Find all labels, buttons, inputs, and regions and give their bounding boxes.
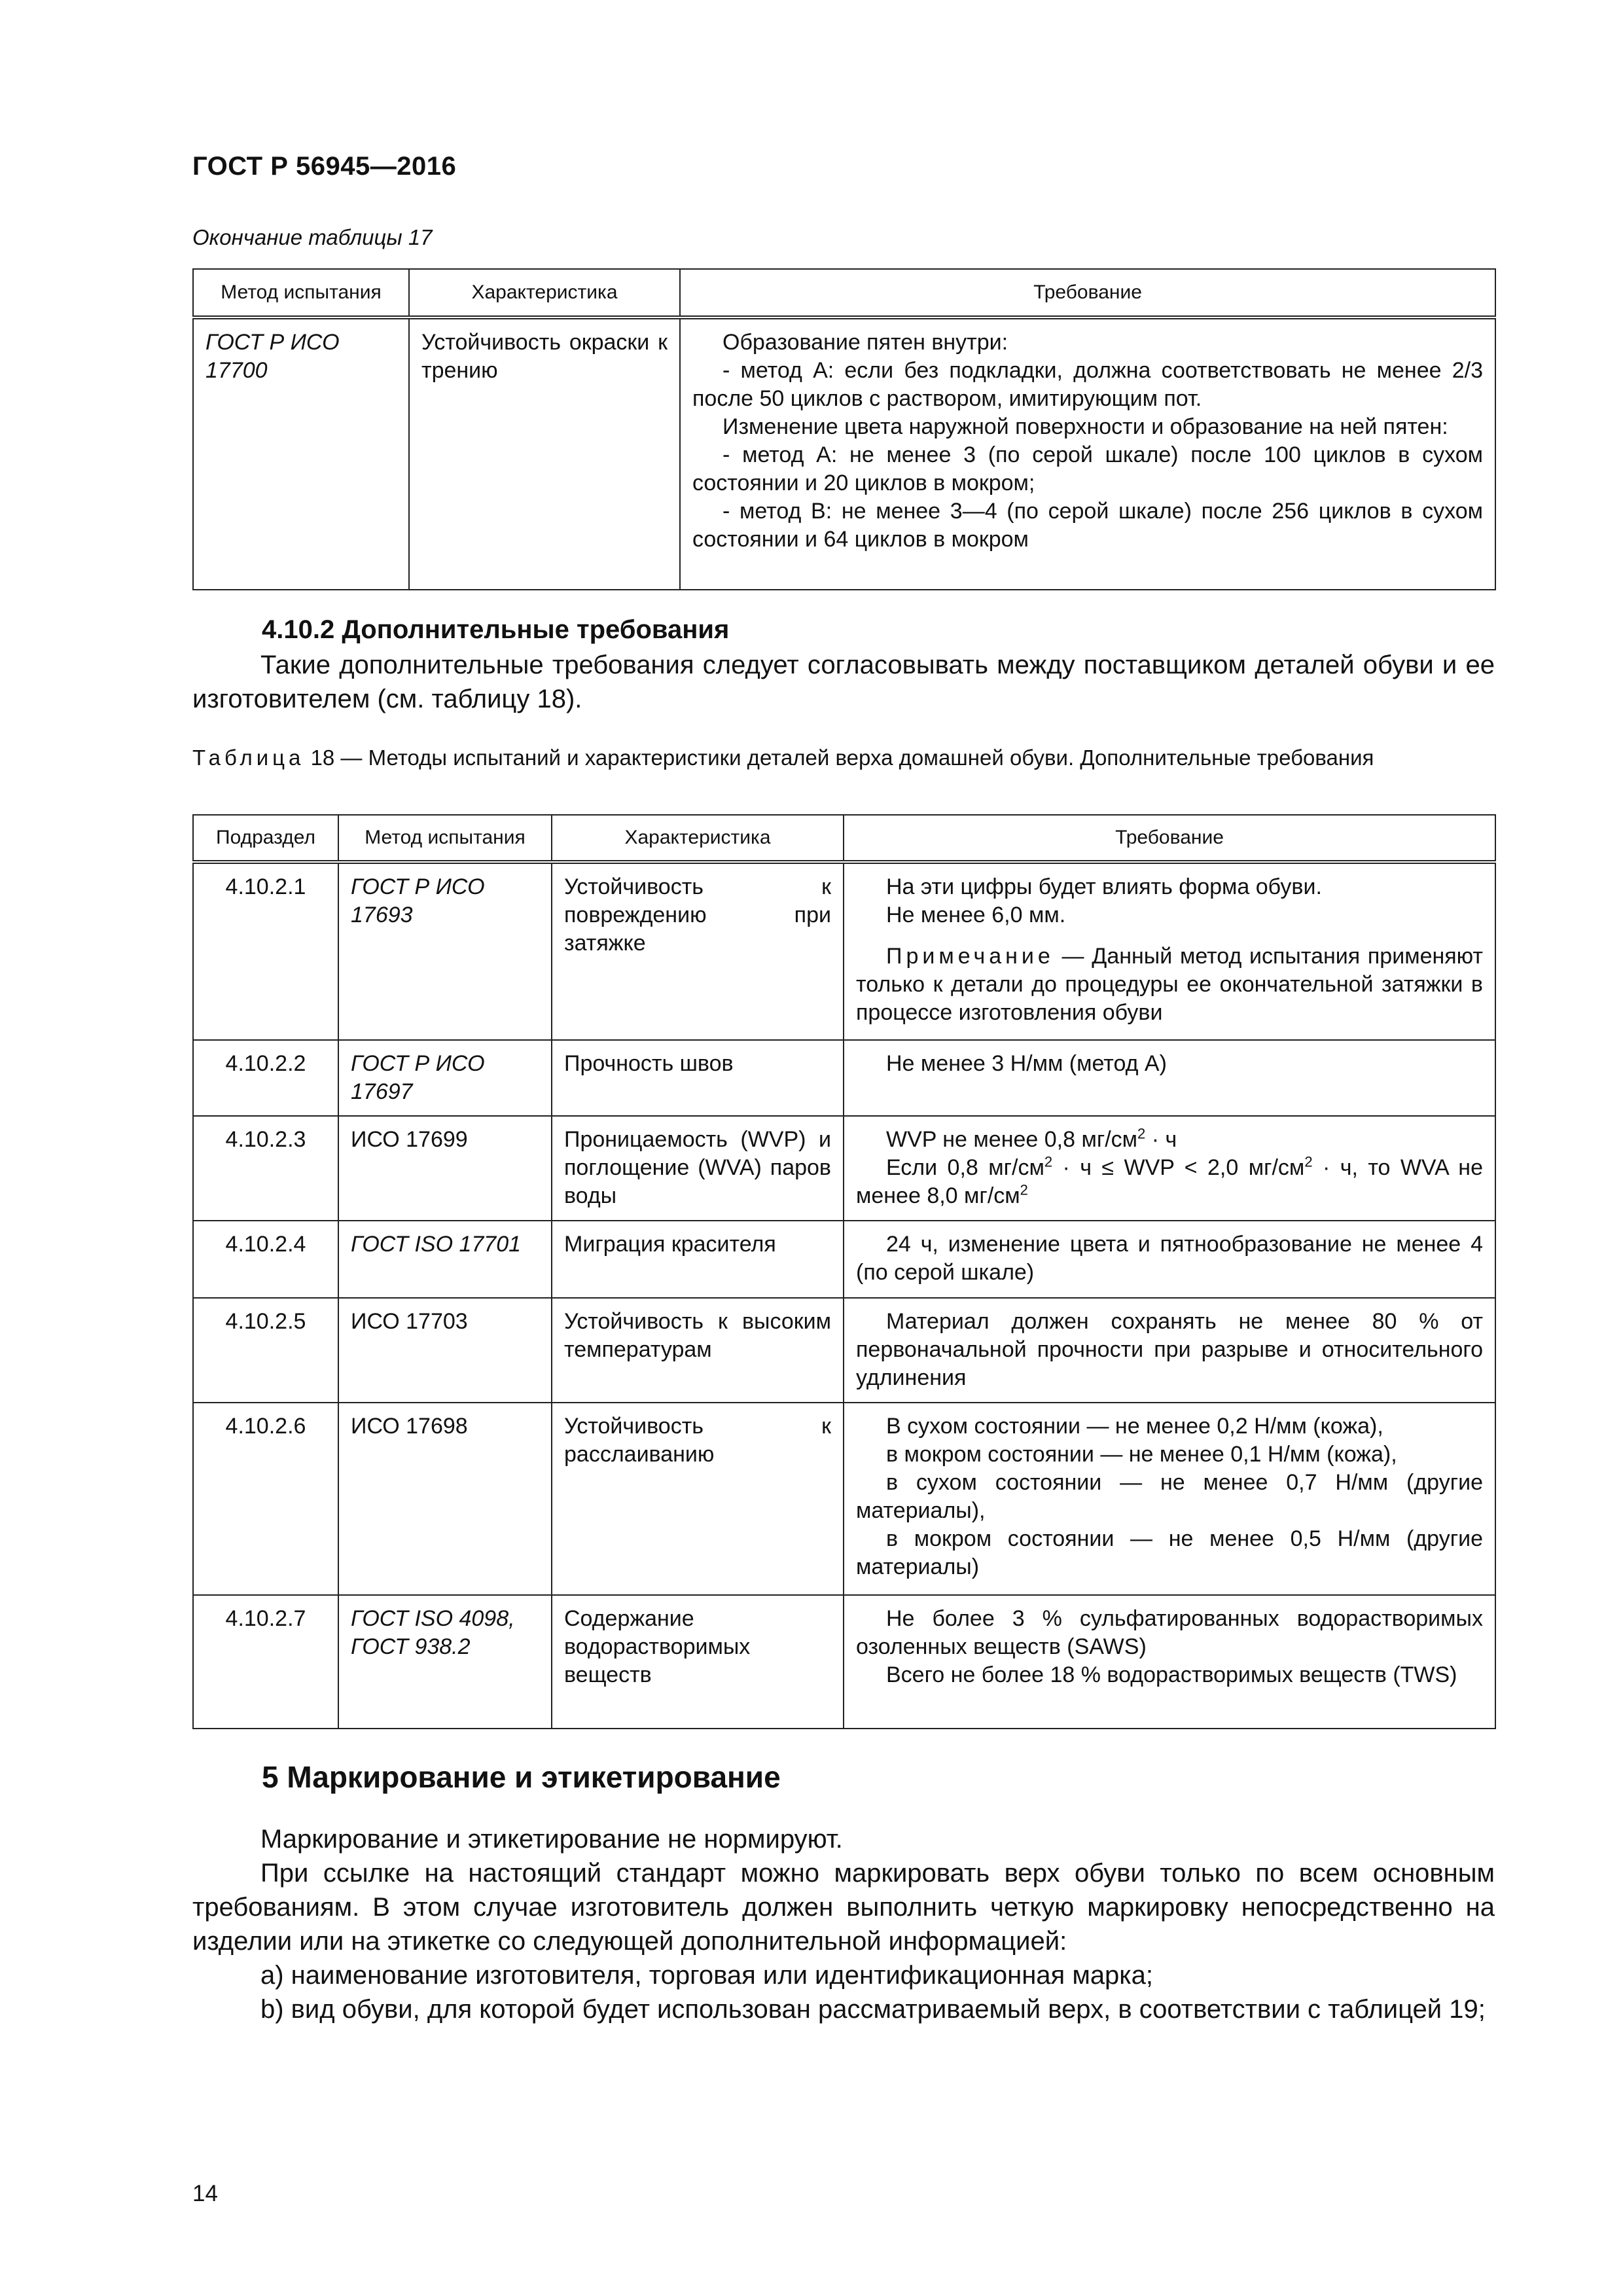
requirement-cell [844, 1040, 1495, 1116]
list-item-text: b) вид обуви, для которой будет использован рассматриваемый верх, в соответствии с таблицей 19; [260, 1995, 1486, 2024]
requirement-line: - метод В: не менее 3—4 (по серой шкале) после 256 циклов в сухом состоянии и 64 циклов в мокром [692, 499, 1483, 552]
requirement-line: Материал должен сохранять не менее 80 % от первоначальной прочности при разрыве и относительного удлинения [856, 1309, 1483, 1390]
table-title: 18 — Методы испытаний и характеристики деталей верха домашней обуви. Дополнительные требования [310, 745, 1374, 770]
table-17 [192, 268, 1496, 590]
superscript: 2 [1020, 1181, 1028, 1198]
requirement-cell [844, 1298, 1495, 1403]
wva-text: · ч ≤ WVP < 2,0 мг/см [1052, 1155, 1305, 1180]
table-row [193, 1298, 1495, 1403]
characteristic-cell: Миграция красителя [552, 1221, 844, 1298]
requirement-line: 24 ч, изменение цвета и пятнообразование не менее 4 (по серой шкале) [856, 1232, 1483, 1285]
requirement-line [856, 1126, 1483, 1154]
list-item-text: а) наименование изготовителя, торговая или идентификационная марка; [260, 1961, 1154, 1990]
characteristic-cell: Устойчивость к высоким температурам [552, 1298, 844, 1403]
subsection-cell: 4.10.2.3 [193, 1116, 338, 1221]
table-row [193, 1116, 1495, 1221]
requirement-cell [844, 862, 1495, 1040]
table-row [193, 862, 1495, 1040]
subsection-cell: 4.10.2.2 [193, 1040, 338, 1116]
paragraph-text: Такие дополнительные требования следует согласовывать между поставщиком деталей обуви и ее изготовителем (см. таблицу 18). [192, 651, 1495, 713]
list-item-a [192, 1958, 1495, 1992]
table-row [193, 1221, 1495, 1298]
method-cell: ГОСТ ISO 17701 [338, 1221, 552, 1298]
requirement-line: в сухом состоянии — не менее 0,7 Н/мм (другие материалы), [856, 1470, 1483, 1523]
superscript: 2 [1137, 1125, 1146, 1142]
requirement-line: в мокром состоянии — не менее 0,5 Н/мм (другие материалы) [856, 1526, 1483, 1579]
table17-caption: Окончание таблицы 17 [192, 225, 433, 249]
method-cell: ИСО 17698 [338, 1403, 552, 1595]
note-label: Примечание [886, 944, 1054, 969]
requirement-cell [844, 1221, 1495, 1298]
column-header: Характеристика [409, 269, 680, 317]
column-header: Метод испытания [193, 269, 409, 317]
column-header: Характеристика [552, 815, 844, 862]
column-header: Подраздел [193, 815, 338, 862]
method-cell: ГОСТ Р ИСО 17697 [338, 1040, 552, 1116]
note [856, 942, 1483, 1027]
section-text-4-10-2 [192, 648, 1495, 716]
table-row [193, 1403, 1495, 1595]
requirement-cell [844, 1403, 1495, 1595]
subsection-cell: 4.10.2.7 [193, 1595, 338, 1729]
method-cell: ГОСТ Р ИСО 17700 [193, 317, 409, 590]
requirement-cell [844, 1116, 1495, 1221]
superscript: 2 [1304, 1153, 1313, 1170]
requirement-line: в мокром состоянии — не менее 0,1 Н/мм (кожа), [886, 1442, 1397, 1467]
characteristic-cell: Устойчивость окраски к трению [409, 317, 680, 590]
requirement-line: На эти цифры будет влиять форма обуви. [886, 874, 1322, 899]
method-cell: ИСО 17703 [338, 1298, 552, 1403]
section-heading-4-10-2: 4.10.2 Дополнительные требования [262, 615, 730, 644]
section5-paragraph-2 [192, 1856, 1495, 1958]
requirement-line: Всего не более 18 % водорастворимых веществ (TWS) [886, 1662, 1457, 1687]
requirement-line: Не менее 3 Н/мм (метод А) [886, 1051, 1167, 1076]
wva-text: · ч, то WVA не менее 8,0 мг/см [856, 1155, 1483, 1208]
section5-paragraph-1 [192, 1822, 1495, 1856]
column-header: Метод испытания [338, 815, 552, 862]
column-header: Требование [680, 269, 1495, 317]
characteristic-cell: Устойчивость к расслаиванию [552, 1403, 844, 1595]
list-item-b [192, 1992, 1495, 2026]
requirement-cell [680, 317, 1495, 590]
note-text: — Данный метод испытания применяют только к детали до процедуры ее окончательной затяжки в процессе изготовления обуви [856, 944, 1484, 1025]
method-cell: ИСО 17699 [338, 1116, 552, 1221]
method-cell: ГОСТ ISO 4098, ГОСТ 938.2 [338, 1595, 552, 1729]
paragraph-text: Маркирование и этикетирование не нормируют. [260, 1825, 843, 1854]
subsection-cell: 4.10.2.4 [193, 1221, 338, 1298]
wvp-text: WVP не менее 0,8 мг/см [886, 1127, 1138, 1152]
table-row [193, 1595, 1495, 1729]
requirement-cell [844, 1595, 1495, 1729]
table-row [193, 317, 1495, 590]
page-number: 14 [192, 2181, 218, 2206]
section-heading-5: 5 Маркирование и этикетирование [262, 1760, 781, 1794]
table-18 [192, 814, 1496, 1729]
characteristic-cell: Содержание водорастворимых веществ [552, 1595, 844, 1729]
requirement-line: Образование пятен внутри: [722, 330, 1008, 355]
method-cell: ГОСТ Р ИСО 17693 [338, 862, 552, 1040]
subsection-cell: 4.10.2.5 [193, 1298, 338, 1403]
document-code: ГОСТ Р 56945—2016 [192, 152, 457, 181]
table-row [193, 1040, 1495, 1116]
requirement-line: - метод А: если без подкладки, должна соответствовать не менее 2/3 после 50 циклов с раствором, имитирующим пот. [692, 358, 1483, 411]
paragraph-text: При ссылке на настоящий стандарт можно маркировать верх обуви только по всем основным требованиям. В этом случае изготовитель должен выполнить четкую маркировку непосредственно на изделии или на этикетке со следующей дополнительной информацией: [192, 1859, 1495, 1956]
table-label: Таблица [192, 745, 305, 770]
wvp-unit: · ч [1145, 1127, 1177, 1152]
table18-caption [192, 744, 1495, 772]
superscript: 2 [1044, 1153, 1053, 1170]
subsection-cell: 4.10.2.1 [193, 862, 338, 1040]
requirement-line [856, 1154, 1483, 1210]
characteristic-cell: Устойчивость к повреждению при затяжке [552, 862, 844, 1040]
requirement-line: - метод А: не менее 3 (по серой шкале) после 100 циклов в сухом состоянии и 20 циклов в мокром; [692, 442, 1483, 495]
characteristic-cell: Проницаемость (WVP) и поглощение (WVA) паров воды [552, 1116, 844, 1221]
wva-text: Если 0,8 мг/см [886, 1155, 1044, 1180]
column-header: Требование [844, 815, 1495, 862]
requirement-line: Не более 3 % сульфатированных водорастворимых озоленных веществ (SAWS) [856, 1606, 1483, 1659]
characteristic-cell: Прочность швов [552, 1040, 844, 1116]
subsection-cell: 4.10.2.6 [193, 1403, 338, 1595]
requirement-line: В сухом состоянии — не менее 0,2 Н/мм (кожа), [886, 1414, 1383, 1439]
requirement-line: Изменение цвета наружной поверхности и образование на ней пятен: [722, 414, 1448, 439]
requirement-line: Не менее 6,0 мм. [886, 903, 1066, 927]
